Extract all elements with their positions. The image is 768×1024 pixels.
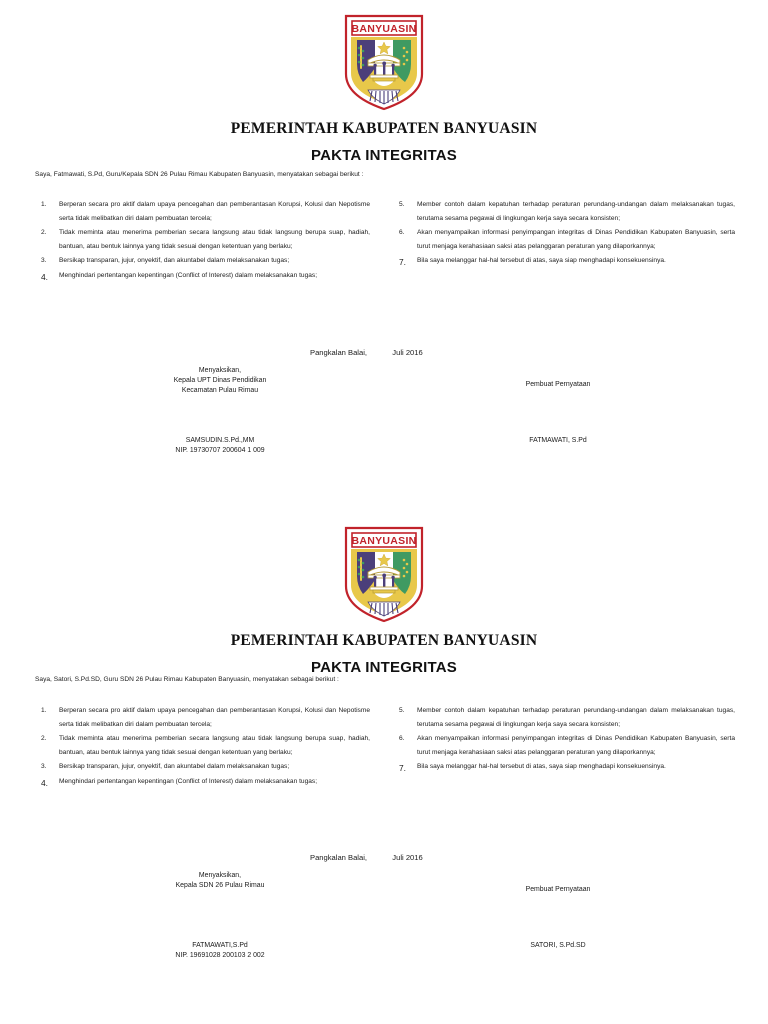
clause-number: 2.	[41, 735, 47, 743]
clause-item	[35, 198, 370, 225]
document-page-2	[0, 512, 768, 1024]
clause-text: Member contoh dalam kepatuhan terhadap peraturan perundang-undangan dalam melaksanakan tugas, terutama sesama pegawai di lingkungan kerja saya secara konsisten;	[417, 201, 735, 222]
clause-text: Menghindari pertentangan kepentingan (Conflict of Interest) dalam melaksanakan tugas;	[59, 271, 318, 279]
witness-position-line1: Kepala UPT Dinas Pendidikan	[173, 377, 267, 384]
witness-position-line2: Kecamatan Pulau Rimau	[181, 387, 259, 394]
clause-item	[35, 269, 370, 283]
banyuasin-crest-icon	[338, 12, 430, 112]
witness-block-1	[110, 366, 330, 396]
clause-item	[393, 704, 735, 731]
clause-list-right-2	[393, 704, 735, 774]
declarant-block-1	[448, 380, 668, 390]
clause-number: 1.	[41, 201, 47, 208]
svg-text:BANYUASIN: BANYUASIN	[351, 535, 417, 548]
clause-item	[35, 704, 370, 731]
clause-text: Tidak meminta atau menerima pemberian secara langsung atau tidak langsung berupa suap, hadiah, bantuan, atau bentuk lainnya yang tidak sesuai dengan ketentuan yang berlaku;	[59, 229, 370, 250]
page-subtitle-2: PAKTA INTEGRITAS	[311, 659, 457, 676]
clause-item	[35, 732, 370, 759]
page-title-2: PEMERINTAH KABUPATEN BANYUASIN	[230, 632, 538, 649]
declarant-block-2	[448, 885, 668, 895]
crest-container-1	[0, 12, 768, 112]
intro-paragraph-2: Saya, Satori, S.Pd.SD, Guru SDN 26 Pulau Rimau Kabupaten Banyuasin, menyatakan sebagai berikut :	[35, 676, 339, 683]
clause-item	[393, 760, 735, 774]
clause-item	[35, 775, 370, 789]
clause-text: Berperan secara pro aktif dalam upaya pencegahan dan pemberantasan Korupsi, Kolusi dan Nepotisme serta tidak melibatkan diri dalam pembuatan tercela;	[59, 707, 370, 728]
svg-text:BANYUASIN: BANYUASIN	[351, 23, 417, 36]
clause-number: 5.	[399, 707, 405, 714]
clauses-column-left-2	[35, 704, 370, 789]
clause-list-left-2	[35, 704, 370, 788]
clause-number: 4.	[41, 271, 48, 282]
clause-number: 7.	[399, 257, 406, 268]
dateline-2: Pangkalan Balai, Juli 2016	[310, 853, 423, 862]
clause-number: 5.	[399, 201, 405, 208]
page-subtitle-1: PAKTA INTEGRITAS	[311, 147, 457, 164]
clause-text: Bila saya melanggar hal-hal tersebut di atas, saya siap menghadapi konsekuensinya.	[417, 763, 666, 771]
clause-text: Berperan secara pro aktif dalam upaya pencegahan dan pemberantasan Korupsi, Kolusi dan Nepotisme serta tidak melibatkan diri dalam pembuatan tercela;	[59, 201, 370, 222]
clause-number: 2.	[41, 229, 47, 237]
clause-number: 4.	[41, 777, 48, 788]
crest-container-2	[0, 524, 768, 624]
witness-nip: NIP. 19691028 200103 2 002	[175, 952, 265, 960]
clause-list-right-1	[393, 198, 735, 268]
witness-signature-1	[95, 436, 345, 457]
clause-number: 7.	[399, 763, 406, 774]
declarant-signature-1	[448, 436, 668, 446]
intro-paragraph-1: Saya, Fatmawati, S.Pd, Guru/Kepala SDN 26 Pulau Rimau Kabupaten Banyuasin, menyatakan sebagai berikut :	[35, 171, 364, 178]
witness-position-line1: Kepala SDN 26 Pulau Rimau	[175, 882, 265, 889]
clause-number: 6.	[399, 735, 405, 743]
dateline-1: Pangkalan Balai, Juli 2016	[310, 348, 423, 357]
declarant-name: FATMAWATI, S.Pd	[529, 437, 587, 444]
clauses-column-right-2	[393, 704, 735, 775]
witness-label: Menyaksikan,	[198, 367, 242, 374]
clause-item	[393, 732, 735, 759]
clause-item	[393, 254, 735, 268]
clause-item	[35, 760, 370, 774]
clause-text: Bersikap transparan, jujur, onyektif, dan akuntabel dalam melaksanakan tugas;	[59, 763, 290, 771]
clause-text: Member contoh dalam kepatuhan terhadap peraturan perundang-undangan dalam melaksanakan tugas, terutama sesama pegawai di lingkungan kerja saya secara konsisten;	[417, 707, 735, 728]
witness-signature-2	[95, 941, 345, 962]
declarant-label: Pembuat Pernyataan	[525, 381, 591, 388]
clause-text: Tidak meminta atau menerima pemberian secara langsung atau tidak langsung berupa suap, hadiah, bantuan, atau bentuk lainnya yang tidak sesuai dengan ketentuan yang berlaku;	[59, 735, 370, 756]
clause-number: 1.	[41, 707, 47, 714]
clause-number: 3.	[41, 763, 47, 771]
witness-block-2	[110, 871, 330, 891]
clause-item	[393, 226, 735, 253]
witness-nip: NIP. 19730707 200604 1 009	[175, 447, 265, 455]
witness-name: SAMSUDIN.S.Pd.,MM	[185, 437, 255, 444]
clauses-column-right-1	[393, 198, 735, 269]
clause-list-left-1	[35, 198, 370, 282]
clause-text: Akan menyampaikan informasi penyimpangan integritas di Dinas Pendidikan Kabupaten Banyuasin, serta turut menjaga kerahasiaan saksi atas pelanggaran peraturan yang dilaporkannya;	[417, 229, 735, 250]
clauses-column-left-1	[35, 198, 370, 283]
declarant-signature-2	[448, 941, 668, 951]
clause-number: 3.	[41, 257, 47, 265]
declarant-name: SATORI, S.Pd.SD	[530, 942, 586, 949]
clause-text: Akan menyampaikan informasi penyimpangan integritas di Dinas Pendidikan Kabupaten Banyuasin, serta turut menjaga kerahasiaan saksi atas pelanggaran peraturan yang dilaporkannya;	[417, 735, 735, 756]
clause-text: Bersikap transparan, jujur, onyektif, dan akuntabel dalam melaksanakan tugas;	[59, 257, 290, 265]
clause-item	[393, 198, 735, 225]
clause-text: Menghindari pertentangan kepentingan (Conflict of Interest) dalam melaksanakan tugas;	[59, 777, 318, 785]
banyuasin-crest-icon	[338, 524, 430, 624]
clause-text: Bila saya melanggar hal-hal tersebut di atas, saya siap menghadapi konsekuensinya.	[417, 257, 666, 265]
page-title-1: PEMERINTAH KABUPATEN BANYUASIN	[230, 120, 538, 137]
declarant-label: Pembuat Pernyataan	[525, 886, 591, 893]
witness-name: FATMAWATI,S.Pd	[192, 942, 248, 949]
clause-item	[35, 226, 370, 253]
clause-number: 6.	[399, 229, 405, 237]
witness-label: Menyaksikan,	[198, 872, 242, 879]
clause-item	[35, 254, 370, 268]
